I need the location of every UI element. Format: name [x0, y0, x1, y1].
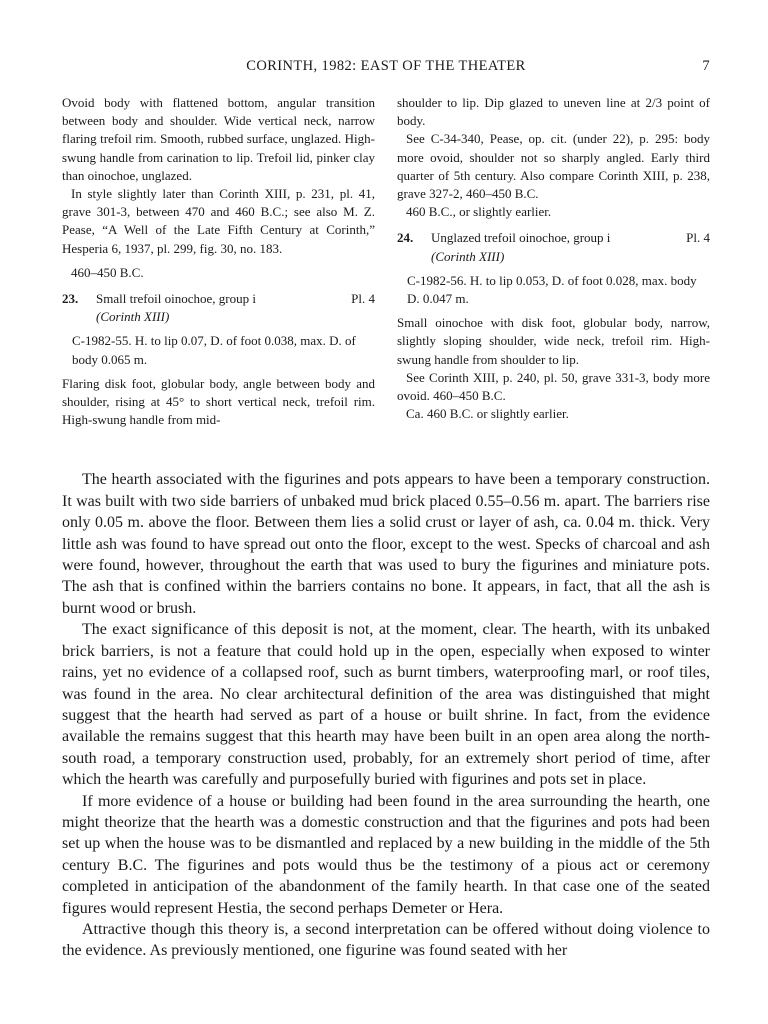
running-header: [62, 58, 710, 78]
catalog-comparison: See Corinth XIII, p. 240, pl. 50, grave 331-3, body more ovoid. 460–450 B.C.: [397, 369, 710, 404]
catalog-date: 460–450 B.C.: [71, 264, 144, 280]
plate-reference: Pl. 4: [686, 230, 710, 246]
catalog-description: Small oinochoe with disk foot, globular body, narrow, slightly sloping shoulder, wide neck, trefoil rim. High-swung handle from shoulder to lip.: [397, 315, 710, 367]
catalog-comparison: See C-34-340, Pease, op. cit. (under 22), p. 295: body more ovoid, shoulder not so sharply angled. Early third quarter of 5th century. Also compare Corinth XIII, p. 238, grave 327-2, 460–450 B.C.: [397, 131, 710, 202]
catalog-entry-number: 24.: [397, 230, 414, 246]
body-text: [62, 469, 710, 961]
catalog-section: [62, 94, 710, 429]
catalog-entry-title: Small trefoil oinochoe, group i: [96, 291, 256, 307]
catalog-entry-reference: (Corinth XIII): [431, 248, 505, 264]
left-column: [62, 94, 375, 429]
catalog-date: 460 B.C., or slightly earlier.: [406, 204, 552, 220]
catalog-date: Ca. 460 B.C. or slightly earlier.: [406, 406, 569, 422]
body-paragraph: Attractive though this theory is, a second interpretation can be offered without doing violence to the evidence. As previously mentioned, one figurine was found seated with her: [62, 920, 710, 960]
right-column: [397, 94, 710, 429]
catalog-entry-title: Unglazed trefoil oinochoe, group i: [431, 230, 611, 246]
page: [62, 58, 710, 962]
catalog-description: shoulder to lip. Dip glazed to uneven line at 2/3 point of body.: [397, 95, 710, 129]
catalog-entry-header: [397, 229, 710, 247]
catalog-description: Flaring disk foot, globular body, angle between body and shoulder, rising at 45° to short vertical neck, trefoil rim. High-swung handle from mid-: [62, 375, 375, 428]
catalog-entry-reference: (Corinth XIII): [96, 309, 170, 325]
catalog-entry-number: 23.: [62, 291, 79, 307]
catalog-inventory: C-1982-55. H. to lip 0.07, D. of foot 0.038, max. D. of body 0.065 m.: [72, 333, 356, 367]
catalog-inventory: C-1982-56. H. to lip 0.053, D. of foot 0.028, max. body D. 0.047 m.: [407, 272, 697, 307]
body-paragraph: The exact significance of this deposit is not, at the moment, clear. The hearth, with its unbaked brick barriers, is not a feature that could hold up in the open, especially when exposed to winter rains, yet no evidence of a collapsed roof, such as burnt timbers, waterproofing marl, or roof tiles, was found in the area. No clear architectural definition of the area was distinguished that might suggest that the hearth had served as part of a house or built shrine. In fact, from the evidence available the remains suggest that this hearth may have been built in an open area along the north-south road, a temporary construction used, probably, for an extremely short period of time, after which the hearth was carefully and purposefully buried with figurines and pots set in place.: [62, 621, 710, 789]
body-paragraph: If more evidence of a house or building had been found in the area surrounding the hearth, one might theorize that the hearth was a domestic construction and that the figurines and pots had been set up when the house was to be dismantled and replaced by a new building in the middle of the 5th century B.C. The figurines and pots would thus be the testimony of a pious act or ceremony completed in anticipation of the abandonment of the family hearth. In that case one of the seated figures would represent Hestia, the second perhaps Demeter or Hera.: [62, 792, 710, 917]
catalog-comparison: In style slightly later than Corinth XIII, p. 231, pl. 41, grave 301-3, between 470 and 460 B.C.; see also M. Z. Pease, “A Well of the Late Fifth Century at Corinth,” Hesperia 6, 1937, pl. 299, fig. 30, no. 183.: [62, 186, 375, 256]
running-title: CORINTH, 1982: EAST OF THE THEATER: [246, 58, 526, 74]
body-paragraph: The hearth associated with the figurines and pots appears to have been a temporary construction. It was built with two side barriers of unbaked mud brick placed 0.55–0.56 m. apart. The barriers rise only 0.05 m. above the floor. Between them lies a solid crust or layer of ash, ca. 0.04 m. thick. Very little ash was found to have spread out onto the floor, except to the west. Specks of charcoal and ash were found, however, throughout the earth that was used to bury the figurines and miniature pots. The ash that is confined within the barriers contains no bone. It appears, in fact, that all the ash is burnt wood or brush.: [62, 471, 710, 617]
page-number: 7: [702, 58, 710, 74]
catalog-description: Ovoid body with flattened bottom, angular transition between body and shoulder. Wide vertical neck, narrow flaring trefoil rim. Smooth, rubbed surface, unglazed. High-swung handle from carination to lip. Trefoil lid, pinker clay than oinochoe, unglazed.: [62, 95, 375, 183]
catalog-entry-header: [62, 290, 375, 308]
plate-reference: Pl. 4: [351, 291, 375, 307]
